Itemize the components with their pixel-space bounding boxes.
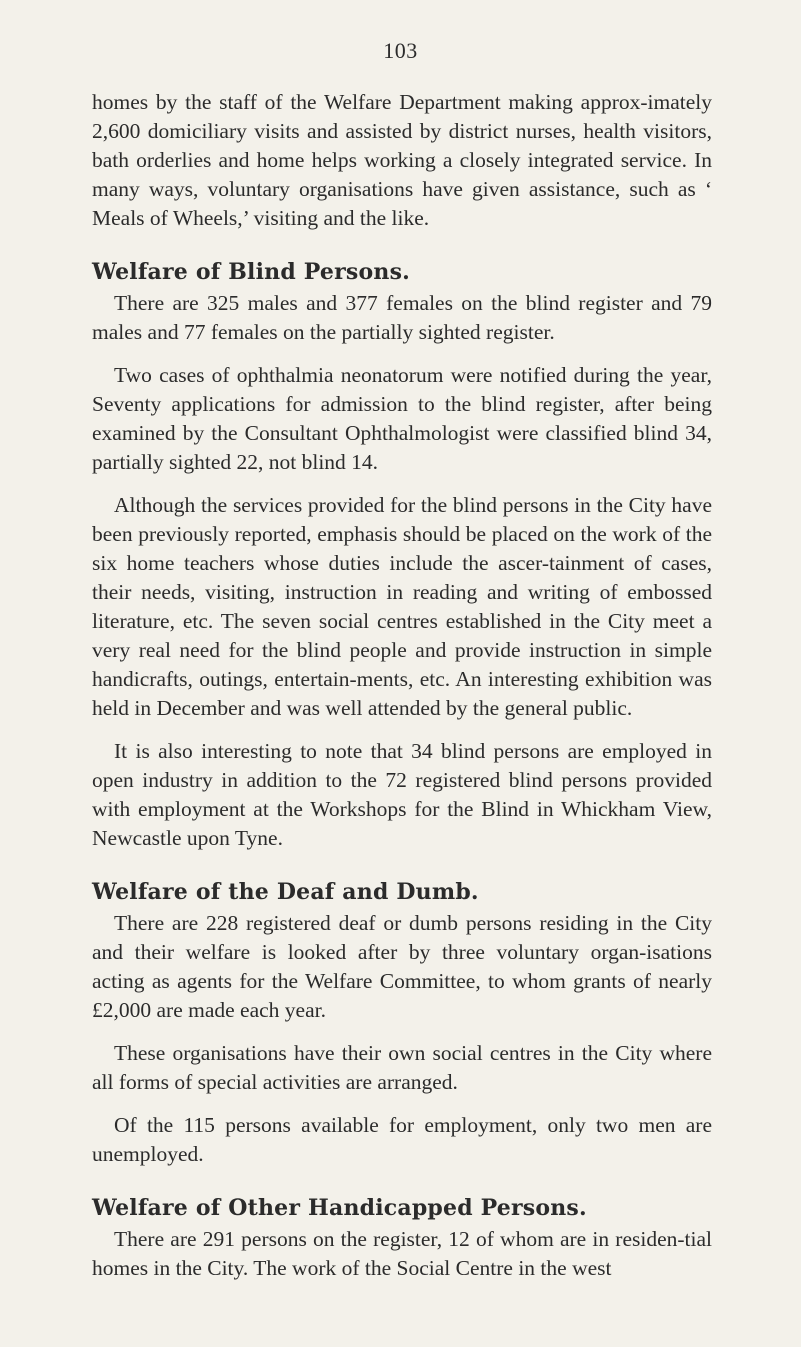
section-other-handicapped [92, 1193, 712, 1283]
section-heading-deaf-and-dumb: Welfare of the Deaf and Dumb. [92, 879, 479, 905]
intro-paragraph: homes by the staff of the Welfare Department making approx-imately 2,600 domiciliary visits and assisted by district nurses, health visitors, bath orderlies and home helps working a closely integrated service. In many ways, voluntary organisations have given assistance, such as ‘ Meals of Wheels,’ visiting and the like. [92, 90, 712, 230]
paragraph: There are 228 registered deaf or dumb persons residing in the City and their welfare is looked after by three voluntary organ-isations acting as agents for the Welfare Committee, to whom grants of nearly £2,000 are made each year. [92, 911, 712, 1022]
paragraph: Of the 115 persons available for employment, only two men are unemployed. [92, 1113, 712, 1166]
paragraph: Two cases of ophthalmia neonatorum were notified during the year, Seventy applications for admission to the blind register, after being examined by the Consultant Ophthalmologist were classified blind 34, partially sighted 22, not blind 14. [92, 363, 712, 474]
section-blind-persons [92, 257, 712, 853]
paragraph: It is also interesting to note that 34 blind persons are employed in open industry in addition to the 72 registered blind persons provided with employment at the Workshops for the Blind in Whickham View, Newcastle upon Tyne. [92, 739, 712, 850]
page-number: 103 [383, 38, 418, 63]
page-body [92, 88, 712, 1297]
paragraph: These organisations have their own social centres in the City where all forms of special activities are arranged. [92, 1041, 712, 1094]
section-heading-other-handicapped: Welfare of Other Handicapped Persons. [92, 1195, 587, 1221]
section-deaf-and-dumb [92, 877, 712, 1169]
paragraph: There are 291 persons on the register, 12 of whom are in residen-tial homes in the City. The work of the Social Centre in the west [92, 1227, 712, 1280]
paragraph: Although the services provided for the blind persons in the City have been previously reported, emphasis should be placed on the work of the six home teachers whose duties include the ascer-tainment of cases, their needs, visiting, instruction in reading and writing of embossed literature, etc. The seven social centres established in the City meet a very real need for the blind people and provide instruction in simple handicrafts, outings, entertain-ments, etc. An interesting exhibition was held in December and was well attended by the general public. [92, 493, 712, 720]
paragraph: There are 325 males and 377 females on the blind register and 79 males and 77 females on the partially sighted register. [92, 291, 712, 344]
section-heading-blind-persons: Welfare of Blind Persons. [92, 259, 411, 285]
